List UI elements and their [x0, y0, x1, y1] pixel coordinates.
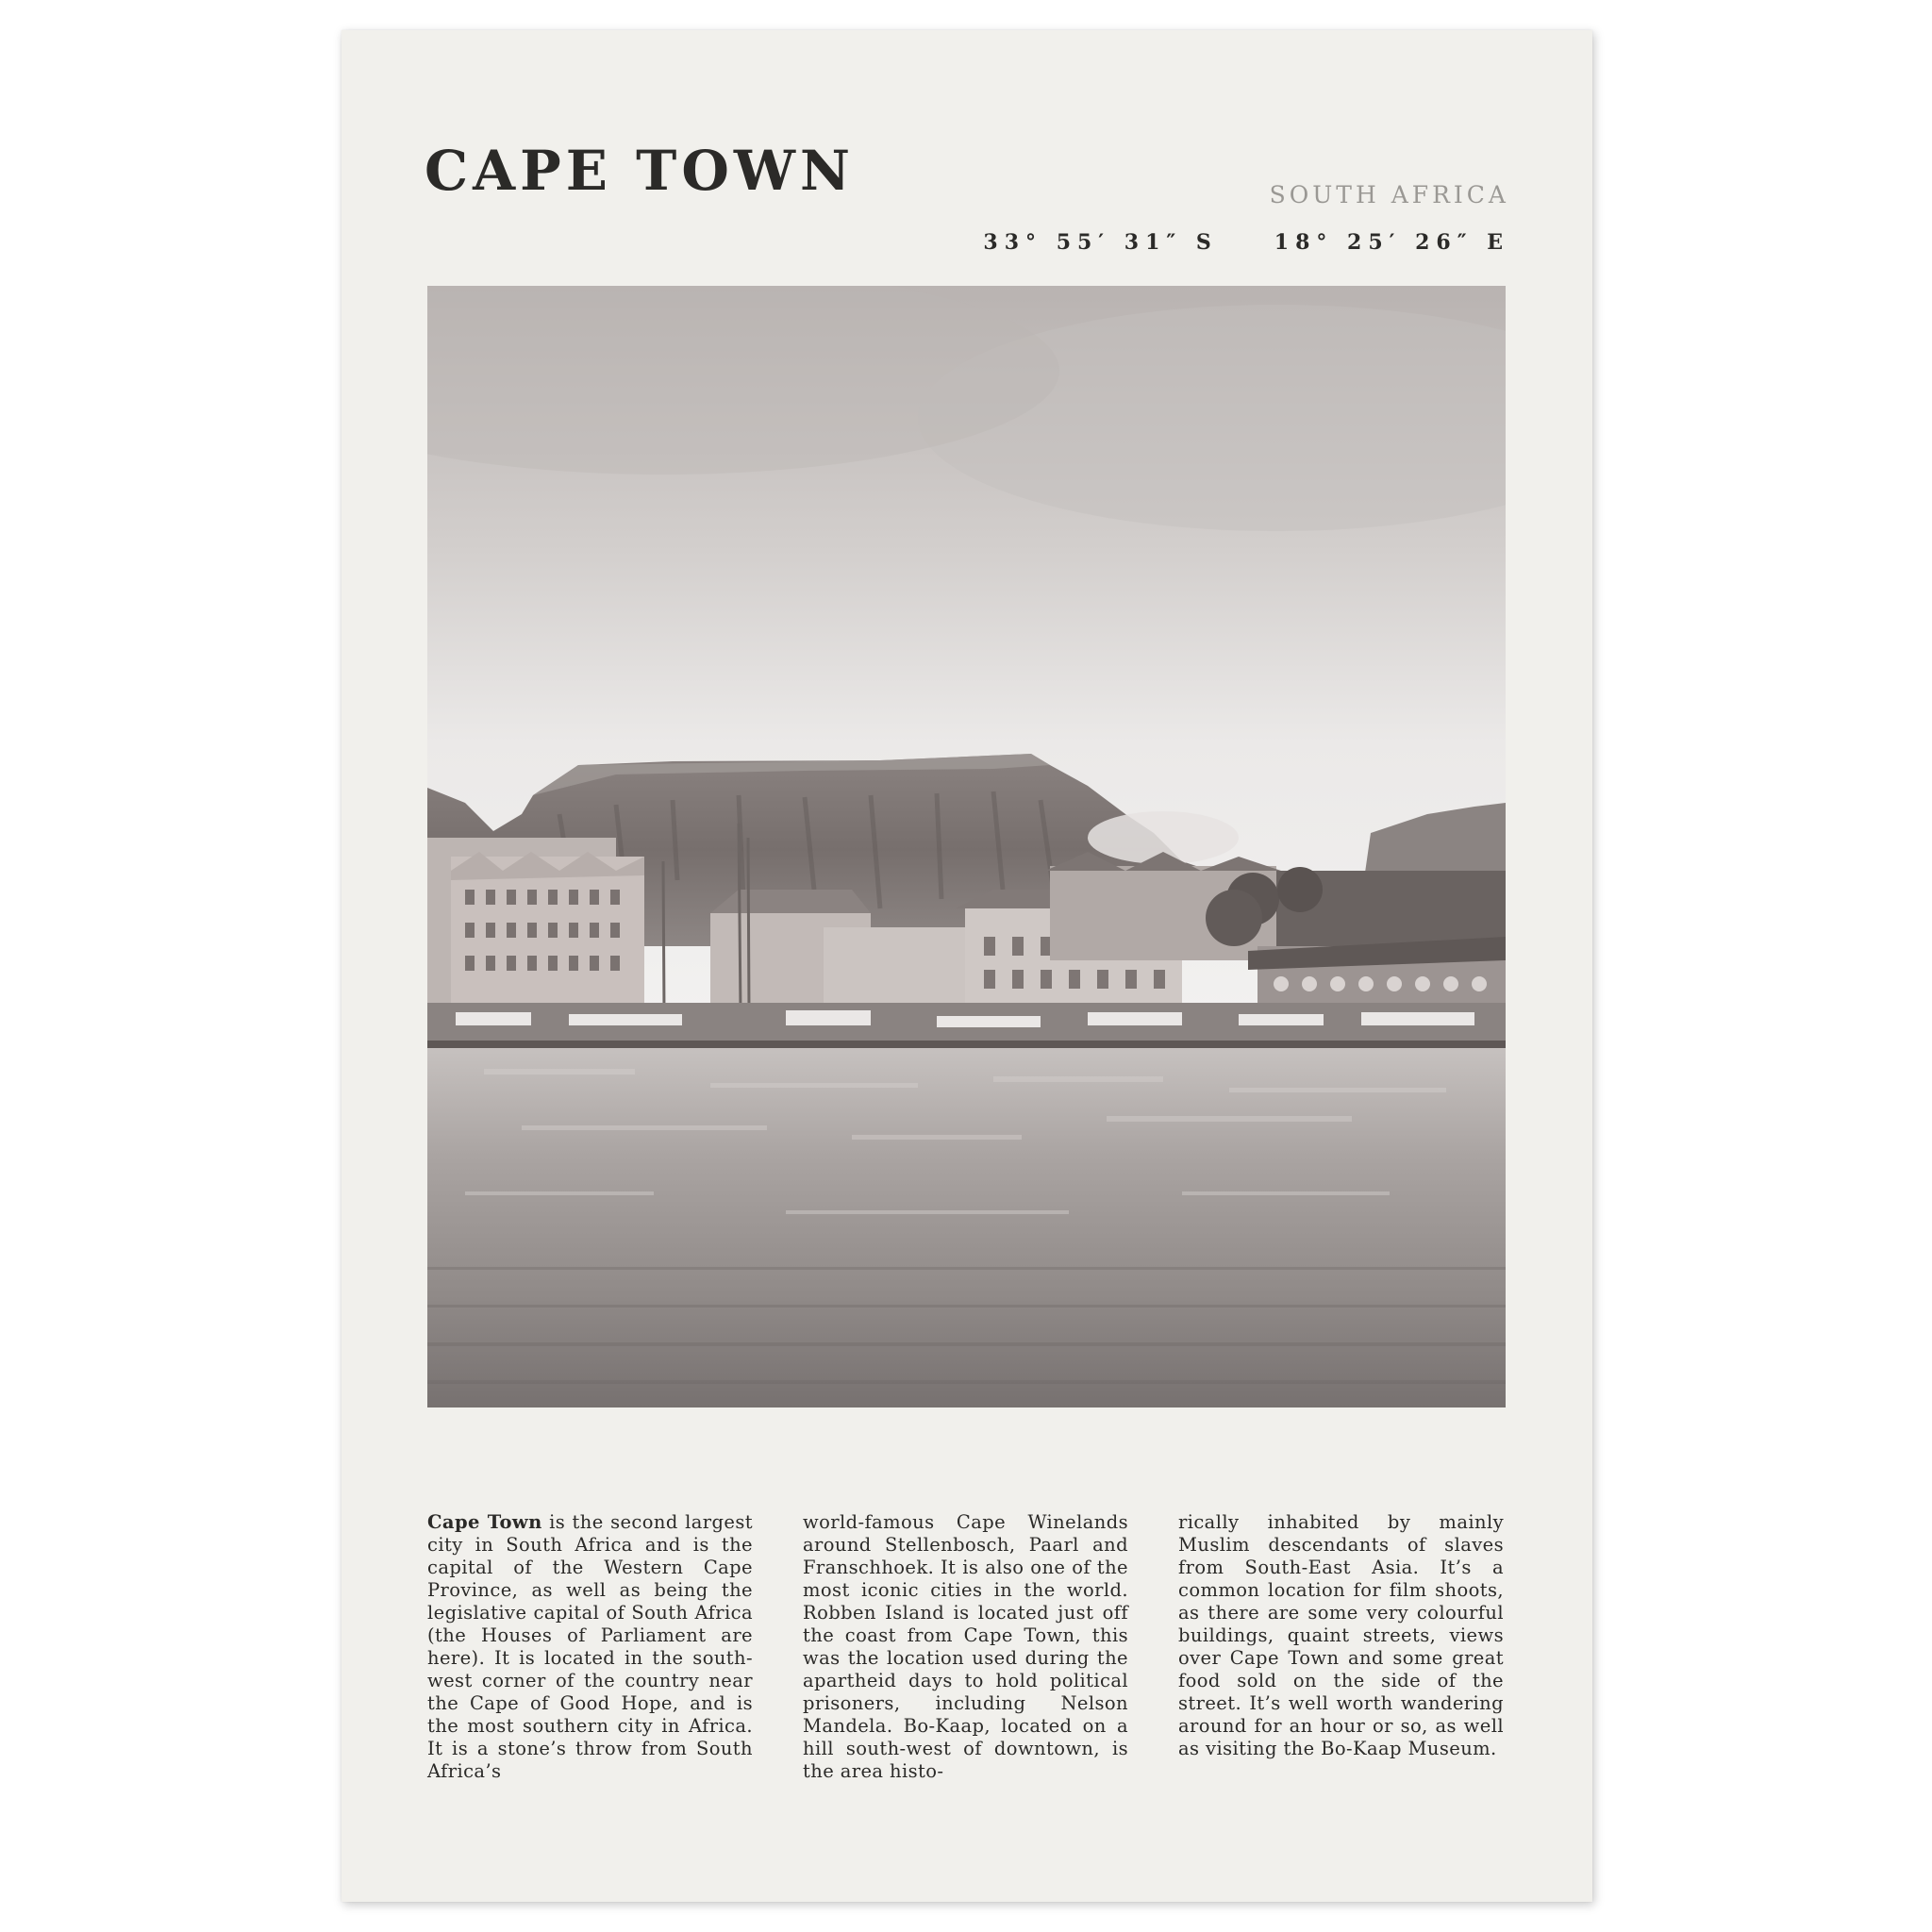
longitude: 18° 25′ 26″ E — [1274, 230, 1509, 255]
harbour-mountain-illustration — [427, 286, 1506, 1407]
poster — [341, 30, 1592, 1902]
description — [427, 1511, 1506, 1823]
description-column-3: rically inhabited by mainly Muslim descendants of slaves from South-East Asia. It’s a common location for film shoots, as there are some very colourful buildings, quaint streets, views over Cape Town and some great food sold on the side of the street. It’s well worth wandering around for an hour or so, as well as visiting the Bo-Kaap Museum. — [1178, 1511, 1504, 1759]
description-column-2: world-famous Cape Winelands around Stellenbosch, Paarl and Franschhoek. It is also one of the most iconic cities in the world. Robben Island is located just off the coast from Cape Town, this was the location used during the apartheid days to hold political prisoners, including Nelson Mandela. Bo-Kaap, located on a hill south-west of downtown, is the area histo- — [803, 1511, 1128, 1782]
description-column-1-text: is the second largest city in South Africa and is the capital of the Western Cape Province, as well as being the legislative capital of South Africa (the Houses of Parliament are here). It is located in the south-west corner of the country near the Cape of Good Hope, and is the most southern city in Africa. It is a stone’s throw from South Africa’s — [427, 1511, 753, 1782]
country-label: SOUTH AFRICA — [1269, 181, 1509, 208]
description-lead: Cape Town — [427, 1511, 542, 1533]
latitude: 33° 55′ 31″ S — [983, 230, 1218, 255]
city-photo — [427, 286, 1506, 1407]
city-title: CAPE TOWN — [425, 139, 856, 203]
coordinates — [983, 232, 1509, 253]
description-column-1 — [427, 1511, 753, 1783]
